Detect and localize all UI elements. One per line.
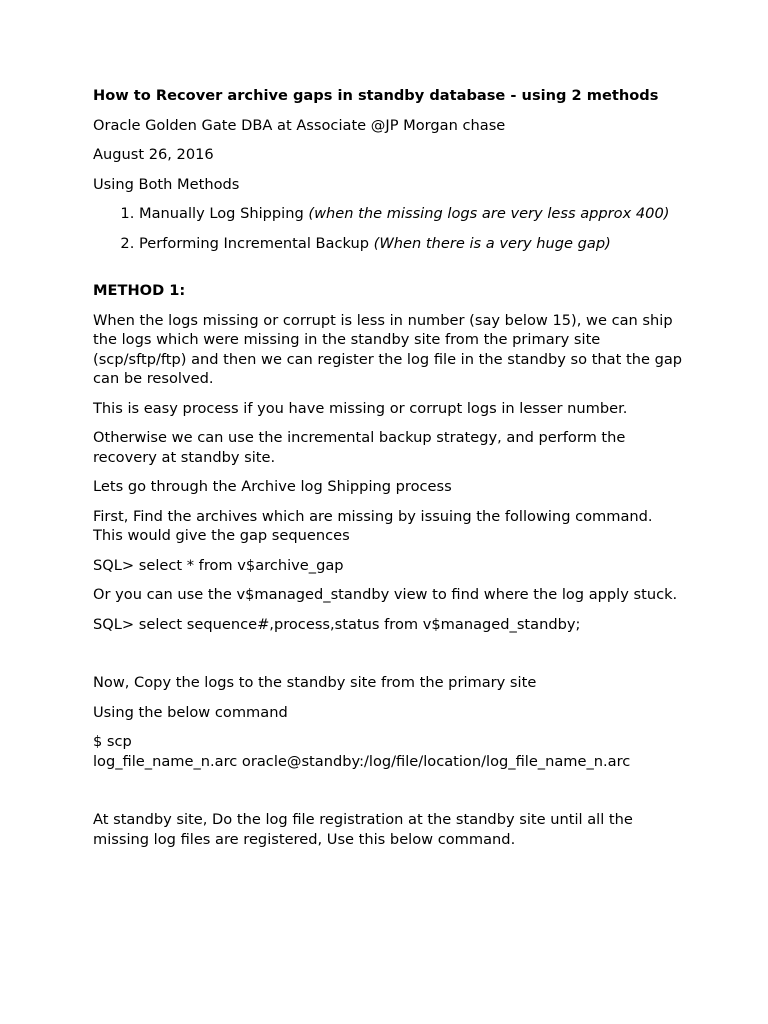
paragraph: Using the below command — [93, 703, 288, 721]
paragraph: This is easy process if you have missing or corrupt logs in lesser number. — [93, 399, 628, 417]
shell-command-line: $ scp — [93, 733, 132, 750]
paragraph: When the logs missing or corrupt is less in number (say below 15), we can ship the logs which were missing in the standby site from the primary site (scp/sftp/ftp) and then we can register the log file in the standby so that the gap can be resolved. — [93, 311, 683, 387]
method-hint: (When there is a very huge gap) — [373, 234, 611, 252]
method-hint: (when the missing logs are very less approx 400) — [308, 205, 670, 222]
document-title: How to Recover archive gaps in standby database - using 2 methods — [93, 87, 659, 104]
methods-list — [93, 204, 683, 253]
date-line: August 26, 2016 — [93, 146, 214, 163]
method-label: Manually Log Shipping — [139, 205, 309, 222]
shell-command-line: log_file_name_n.arc oracle@standby:/log/file/location/log_file_name_n.arc — [93, 752, 631, 770]
document-page — [93, 86, 683, 859]
paragraph: Or you can use the v$managed_standby view to find where the log apply stuck. — [93, 586, 678, 603]
list-item — [139, 234, 683, 254]
method-label: Performing Incremental Backup — [139, 234, 374, 252]
paragraph: Lets go through the Archive log Shipping process — [93, 478, 452, 495]
sql-command: SQL> select * from v$archive_gap — [93, 556, 344, 574]
paragraph: Otherwise we can use the incremental backup strategy, and perform the recovery at standby site. — [93, 429, 626, 466]
paragraph: Now, Copy the logs to the standby site from the primary site — [93, 674, 537, 691]
paragraph: At standby site, Do the log file registration at the standby site until all the missing log files are registered, Use this below command. — [93, 811, 633, 848]
method1-heading: METHOD 1: — [93, 282, 186, 299]
shell-command — [93, 732, 683, 771]
intro-line: Using Both Methods — [93, 175, 240, 193]
list-item — [139, 204, 683, 224]
sql-command: SQL> select sequence#,process,status from v$managed_standby; — [93, 615, 581, 633]
author-line: Oracle Golden Gate DBA at Associate @JP Morgan chase — [93, 116, 506, 134]
paragraph: First, Find the archives which are missing by issuing the following command. This would give the gap sequences — [93, 507, 653, 544]
